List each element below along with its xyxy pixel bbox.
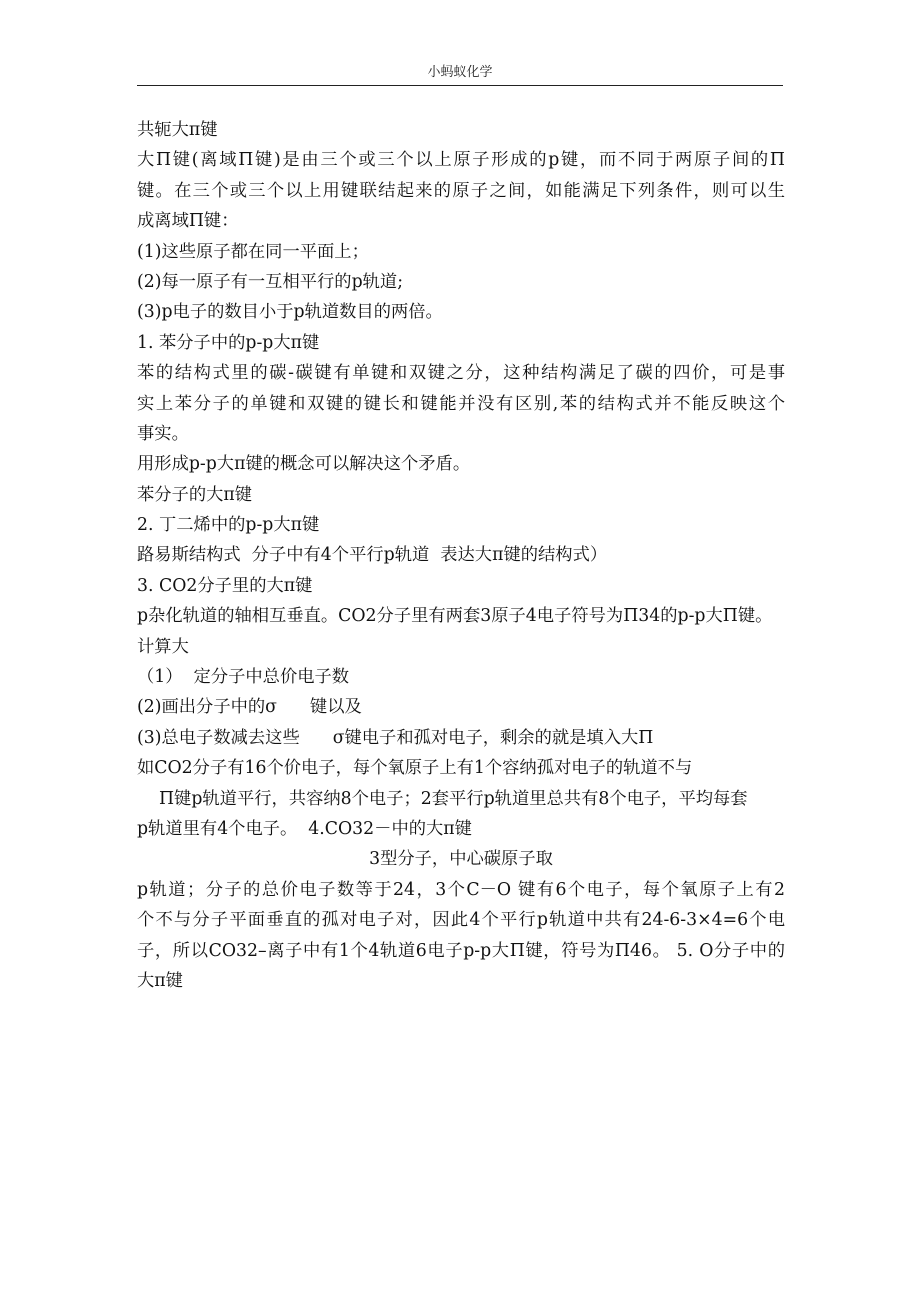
paragraph-line: p轨道；分子的总价电子数等于24，3个C－O 键有6个电子，每个氧原子上有2 [137,879,785,900]
paragraph-line: 用形成p-p大π键的概念可以解决这个矛盾。 [137,454,471,475]
paragraph-line: 键。在三个或三个以上用键联结起来的原子之间，如能满足下列条件，则可以生 [137,180,785,201]
header-rule [137,85,783,86]
paragraph-line: 大π键 [137,970,183,991]
list-item: (2)每一原子有一互相平行的p轨道; [137,271,404,292]
document-body [137,115,785,996]
paragraph-line: Π键p轨道平行，共容纳8个电子；2套平行p轨道里总共有8个电子，平均每套 [137,788,748,809]
paragraph-line: 如CO2分子有16个价电子，每个氧原子上有1个容纳孤对电子的轨道不与 [137,758,693,779]
paragraph-line: p杂化轨道的轴相互垂直。CO2分子里有两套3原子4电子符号为Π34的p-p大Π键。 [137,606,773,627]
paragraph-line: 实上苯分子的单键和双键的键长和键能并没有区别,苯的结构式并不能反映这个 [137,393,785,414]
paragraph-line: 苯的结构式里的碳-碳键有单键和双键之分，这种结构满足了碳的四价，可是事 [137,363,785,384]
paragraph-line: 大Π键(离域Π键)是由三个或三个以上原子形成的p键，而不同于两原子间的Π [137,150,785,171]
paragraph-line: 苯分子的大π键 [137,484,253,505]
paragraph-line: 3型分子，中心碳原子取 [369,849,553,870]
paragraph-line: 计算大 [137,636,189,657]
paragraph-line: 子，所以CO32–离子中有1个4轨道6电子p-p大Π键，符号为Π46。 5. O分子中的 [137,940,785,961]
section-heading: 3. CO2分子里的大π键 [137,575,313,596]
paragraph-line: 事实。 [137,423,189,444]
list-item: (1)这些原子都在同一平面上； [137,241,369,262]
list-item: （1） 定分子中总价电子数 [137,667,350,688]
section-heading: 1. 苯分子中的p-p大π键 [137,332,320,353]
section-heading: 2. 丁二烯中的p-p大π键 [137,515,320,536]
paragraph-line: 成离域Π键： [137,211,239,232]
list-item: (3)总电子数减去这些 σ键电子和孤对电子，剩余的就是填入大Π [137,727,654,748]
paragraph-line: p轨道里有4个电子。 4.CO32－中的大π键 [137,818,472,839]
paragraph-line: 路易斯结构式 分子中有4个平行p轨道 表达大π键的结构式） [137,545,608,566]
list-item: (3)p电子的数目小于p轨道数目的两倍。 [137,302,443,323]
page-header: 小蚂蚁化学 [427,65,493,80]
list-item: (2)画出分子中的σ 键以及 [137,697,362,718]
section-heading: 共轭大π键 [137,120,218,140]
paragraph-line: 个不与分子平面垂直的孤对电子对，因此4个平行p轨道中共有24-6-3×4=6个电 [137,910,785,931]
